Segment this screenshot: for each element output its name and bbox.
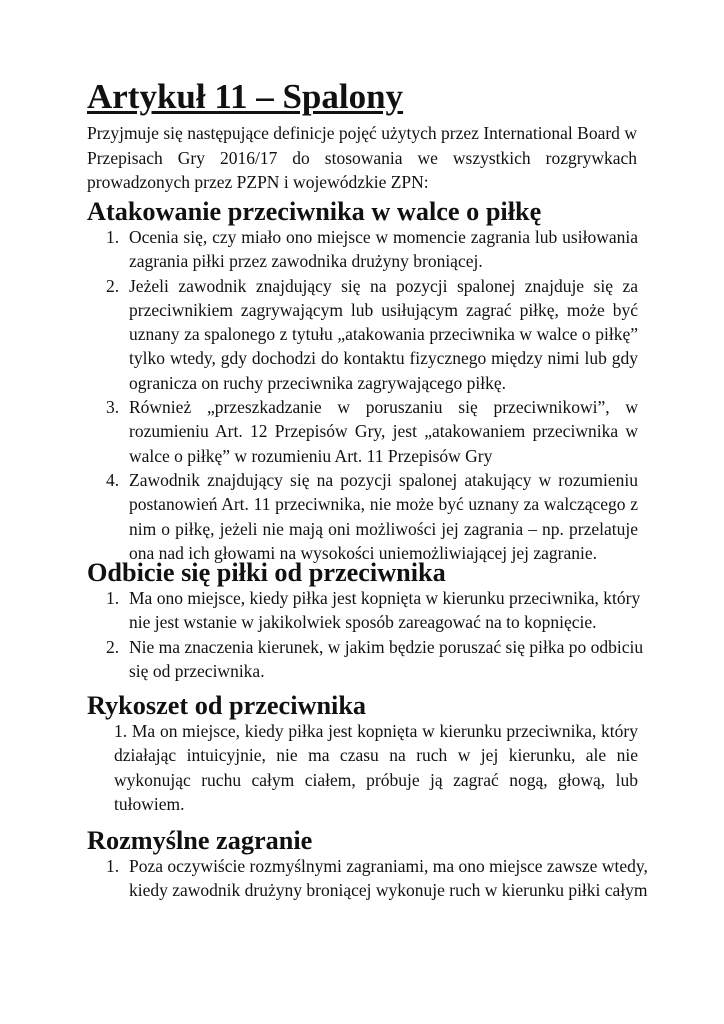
list-item-text [129, 854, 648, 903]
intro-line: Przyjmuje się następujące definicje pojęć użytych przez International Board w [87, 123, 637, 143]
list-item-text [129, 635, 644, 684]
list-item-text [129, 225, 638, 274]
text-line: postanowień Art. 11 przeciwnika, nie może być uznany za walczącego z [129, 494, 638, 515]
text-line: tylko wtedy, gdy dochodzi do kontaktu fizycznego między nimi lub gdy [129, 348, 638, 369]
intro-line: prowadzonych przez PZPN i wojewódzkie ZPN: [87, 172, 429, 192]
text-line: działając intuicyjnie, nie ma czasu na ruch w jej kierunku, ale nie [114, 745, 638, 766]
text-line: Jeżeli zawodnik znajdujący się na pozycji spalonej znajduje się za [129, 275, 638, 296]
list-item [114, 719, 638, 816]
text-line: nim o piłkę, jeżeli nie mają oni możliwości jej zagrania – np. przelatuje [129, 518, 638, 539]
text-line: rozumieniu Art. 12 Przepisów Gry, jest „atakowaniem przeciwnika w [129, 421, 638, 442]
numbered-list [106, 854, 648, 903]
text-line: zagrania piłki przez zawodnika drużyny broniącej. [129, 251, 483, 272]
text-line: Ma ono miejsce, kiedy piłka jest kopnięta w kierunku przeciwnika, który [129, 588, 641, 608]
text-line: walce o piłkę” w rozumieniu Art. 11 Przepisów Gry [129, 445, 493, 466]
text-line [114, 719, 638, 743]
list-number: 3. [106, 397, 120, 418]
list-item [106, 395, 638, 468]
text-line: Zawodnik znajdujący się na pozycji spalonej atakujący w rozumieniu [129, 469, 638, 490]
list-number: 1. [114, 721, 128, 741]
text-line: ona nad ich głowami na wysokości uniemożliwiającej jej zagranie. [129, 542, 597, 563]
numbered-list [106, 586, 644, 683]
text-line: przeciwnikiem zagrywającym lub usiłującym zagrać piłkę, może być [129, 299, 638, 320]
text-line: Również „przeszkadzanie w poruszaniu się przeciwnikowi”, w [129, 397, 638, 418]
intro-paragraph [87, 121, 637, 195]
list-number: 1. [106, 227, 120, 247]
list-item [106, 274, 638, 395]
text-line: Poza oczywiście rozmyślnymi zagraniami, ma ono miejsce zawsze wtedy, [129, 856, 648, 876]
list-item-text [114, 719, 638, 816]
section-heading: Rozmyślne zagranie [87, 826, 313, 855]
section-heading: Atakowanie przeciwnika w walce o piłkę [87, 197, 542, 226]
text-line: ogranicza on ruchy przeciwnika zagrywającego piłkę. [129, 372, 507, 393]
list-item [106, 225, 638, 274]
text-line: wykonując ruchu całym ciałem, próbuje ją zagrać nogą, głową, lub [114, 769, 638, 790]
list-number: 1. [106, 856, 120, 876]
text-line: Nie ma znaczenia kierunek, w jakim będzie poruszać się piłka po odbiciu [129, 636, 644, 657]
text-line: nie jest wstanie w jakikolwiek sposób zareagować na to kopnięcie. [129, 612, 597, 633]
numbered-list [106, 225, 638, 565]
numbered-list [114, 719, 638, 816]
section-heading: Odbicie się piłki od przeciwnika [87, 558, 446, 587]
text-line: się od przeciwnika. [129, 660, 265, 681]
list-number: 4. [106, 469, 120, 490]
text-line-content: Ma on miejsce, kiedy piłka jest kopnięta w kierunku przeciwnika, który [131, 721, 638, 741]
list-item-text [129, 468, 638, 565]
text-line: uznany za spalonego z tytułu „atakowania przeciwnika w walce o piłkę” [129, 324, 638, 345]
list-item [106, 468, 638, 565]
list-item-text [129, 586, 641, 635]
section-heading: Rykoszet od przeciwnika [87, 691, 367, 720]
article-title: Artykuł 11 – Spalony [87, 77, 404, 116]
list-item [106, 635, 644, 684]
list-item [106, 586, 641, 635]
text-line: Ocenia się, czy miało ono miejsce w momencie zagrania lub usiłowania [129, 227, 638, 247]
list-number: 2. [106, 275, 120, 296]
list-item-text [129, 274, 638, 395]
intro-line: Przepisach Gry 2016/17 do stosowania we wszystkich rozgrywkach [87, 147, 637, 168]
list-item-text [129, 395, 638, 468]
text-line: tułowiem. [114, 793, 185, 814]
list-item [106, 854, 648, 903]
text-line: kiedy zawodnik drużyny broniącej wykonuje ruch w kierunku piłki całym [129, 880, 648, 901]
list-number: 2. [106, 636, 120, 657]
list-number: 1. [106, 588, 120, 608]
